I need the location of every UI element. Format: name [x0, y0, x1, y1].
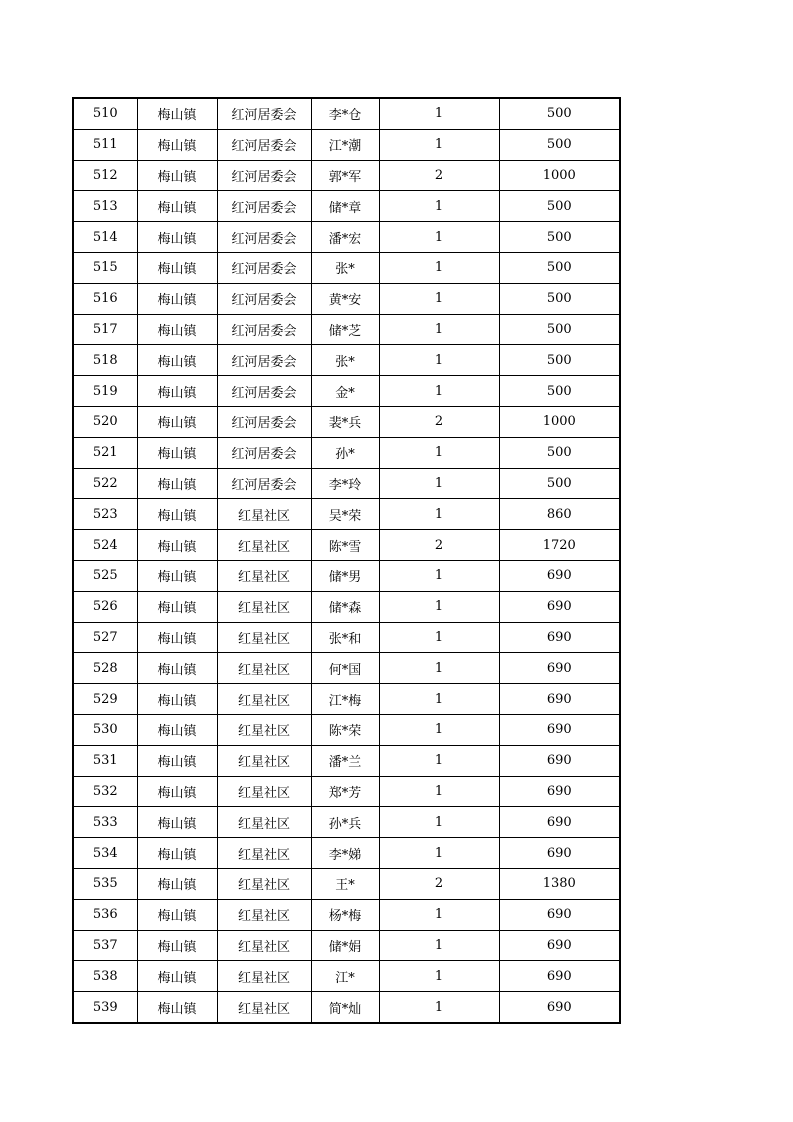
amount-cell: 690	[499, 622, 620, 653]
community-cell: 红星社区	[217, 776, 311, 807]
community-cell: 红星社区	[217, 930, 311, 961]
row-number-cell: 518	[73, 345, 137, 376]
name-cell: 王*	[311, 868, 379, 899]
count-cell: 1	[379, 222, 499, 253]
count-cell: 2	[379, 530, 499, 561]
community-cell: 红河居委会	[217, 98, 311, 129]
table-row	[73, 653, 620, 684]
table-row	[73, 314, 620, 345]
amount-cell: 500	[499, 98, 620, 129]
amount-cell: 690	[499, 560, 620, 591]
amount-cell: 1000	[499, 160, 620, 191]
count-cell: 1	[379, 314, 499, 345]
count-cell: 1	[379, 684, 499, 715]
row-number-cell: 513	[73, 191, 137, 222]
name-cell: 孙*	[311, 437, 379, 468]
count-cell: 1	[379, 560, 499, 591]
community-cell: 红河居委会	[217, 314, 311, 345]
count-cell: 2	[379, 868, 499, 899]
town-cell: 梅山镇	[137, 499, 217, 530]
name-cell: 郑*芳	[311, 776, 379, 807]
table-row	[73, 345, 620, 376]
table-row	[73, 191, 620, 222]
community-cell: 红河居委会	[217, 222, 311, 253]
community-cell: 红河居委会	[217, 160, 311, 191]
table-row	[73, 992, 620, 1023]
community-cell: 红星社区	[217, 714, 311, 745]
town-cell: 梅山镇	[137, 129, 217, 160]
community-cell: 红星社区	[217, 530, 311, 561]
row-number-cell: 526	[73, 591, 137, 622]
table-row	[73, 437, 620, 468]
count-cell: 1	[379, 776, 499, 807]
table-row	[73, 222, 620, 253]
row-number-cell: 512	[73, 160, 137, 191]
table-row	[73, 776, 620, 807]
row-number-cell: 528	[73, 653, 137, 684]
town-cell: 梅山镇	[137, 992, 217, 1023]
table-row	[73, 745, 620, 776]
amount-cell: 1720	[499, 530, 620, 561]
amount-cell: 500	[499, 129, 620, 160]
amount-cell: 1000	[499, 406, 620, 437]
town-cell: 梅山镇	[137, 222, 217, 253]
community-cell: 红河居委会	[217, 437, 311, 468]
amount-cell: 500	[499, 314, 620, 345]
town-cell: 梅山镇	[137, 560, 217, 591]
name-cell: 潘*兰	[311, 745, 379, 776]
name-cell: 储*芝	[311, 314, 379, 345]
count-cell: 1	[379, 838, 499, 869]
name-cell: 江*	[311, 961, 379, 992]
amount-cell: 690	[499, 807, 620, 838]
name-cell: 陈*雪	[311, 530, 379, 561]
amount-cell: 500	[499, 345, 620, 376]
name-cell: 裴*兵	[311, 406, 379, 437]
town-cell: 梅山镇	[137, 468, 217, 499]
town-cell: 梅山镇	[137, 838, 217, 869]
town-cell: 梅山镇	[137, 406, 217, 437]
row-number-cell: 517	[73, 314, 137, 345]
name-cell: 潘*宏	[311, 222, 379, 253]
table-row	[73, 807, 620, 838]
count-cell: 1	[379, 129, 499, 160]
table-row	[73, 160, 620, 191]
town-cell: 梅山镇	[137, 653, 217, 684]
count-cell: 1	[379, 98, 499, 129]
community-cell: 红河居委会	[217, 468, 311, 499]
town-cell: 梅山镇	[137, 868, 217, 899]
row-number-cell: 533	[73, 807, 137, 838]
count-cell: 1	[379, 376, 499, 407]
amount-cell: 690	[499, 745, 620, 776]
town-cell: 梅山镇	[137, 376, 217, 407]
row-number-cell: 537	[73, 930, 137, 961]
table-row	[73, 961, 620, 992]
table-body	[73, 98, 620, 1023]
name-cell: 李*玲	[311, 468, 379, 499]
row-number-cell: 515	[73, 252, 137, 283]
community-cell: 红星社区	[217, 684, 311, 715]
name-cell: 孙*兵	[311, 807, 379, 838]
community-cell: 红星社区	[217, 499, 311, 530]
community-cell: 红河居委会	[217, 376, 311, 407]
town-cell: 梅山镇	[137, 714, 217, 745]
name-cell: 简*灿	[311, 992, 379, 1023]
count-cell: 1	[379, 191, 499, 222]
name-cell: 储*娟	[311, 930, 379, 961]
town-cell: 梅山镇	[137, 314, 217, 345]
town-cell: 梅山镇	[137, 961, 217, 992]
count-cell: 1	[379, 714, 499, 745]
row-number-cell: 536	[73, 899, 137, 930]
community-cell: 红星社区	[217, 899, 311, 930]
table-row	[73, 252, 620, 283]
data-table	[72, 97, 621, 1024]
amount-cell: 500	[499, 283, 620, 314]
amount-cell: 690	[499, 899, 620, 930]
town-cell: 梅山镇	[137, 530, 217, 561]
name-cell: 黄*安	[311, 283, 379, 314]
town-cell: 梅山镇	[137, 930, 217, 961]
name-cell: 张*	[311, 252, 379, 283]
name-cell: 张*和	[311, 622, 379, 653]
row-number-cell: 514	[73, 222, 137, 253]
row-number-cell: 523	[73, 499, 137, 530]
town-cell: 梅山镇	[137, 776, 217, 807]
count-cell: 1	[379, 961, 499, 992]
town-cell: 梅山镇	[137, 252, 217, 283]
count-cell: 1	[379, 745, 499, 776]
row-number-cell: 534	[73, 838, 137, 869]
table-row	[73, 530, 620, 561]
name-cell: 陈*荣	[311, 714, 379, 745]
name-cell: 何*国	[311, 653, 379, 684]
row-number-cell: 520	[73, 406, 137, 437]
table-row	[73, 98, 620, 129]
name-cell: 江*梅	[311, 684, 379, 715]
town-cell: 梅山镇	[137, 591, 217, 622]
row-number-cell: 530	[73, 714, 137, 745]
community-cell: 红星社区	[217, 838, 311, 869]
community-cell: 红河居委会	[217, 345, 311, 376]
count-cell: 1	[379, 807, 499, 838]
community-cell: 红星社区	[217, 591, 311, 622]
table-row	[73, 283, 620, 314]
row-number-cell: 532	[73, 776, 137, 807]
row-number-cell: 525	[73, 560, 137, 591]
town-cell: 梅山镇	[137, 160, 217, 191]
count-cell: 1	[379, 499, 499, 530]
count-cell: 1	[379, 591, 499, 622]
amount-cell: 690	[499, 961, 620, 992]
row-number-cell: 521	[73, 437, 137, 468]
name-cell: 储*男	[311, 560, 379, 591]
community-cell: 红河居委会	[217, 129, 311, 160]
table-row	[73, 376, 620, 407]
amount-cell: 690	[499, 992, 620, 1023]
community-cell: 红星社区	[217, 560, 311, 591]
name-cell: 金*	[311, 376, 379, 407]
town-cell: 梅山镇	[137, 345, 217, 376]
count-cell: 1	[379, 468, 499, 499]
amount-cell: 1380	[499, 868, 620, 899]
table-row	[73, 129, 620, 160]
town-cell: 梅山镇	[137, 899, 217, 930]
town-cell: 梅山镇	[137, 98, 217, 129]
row-number-cell: 511	[73, 129, 137, 160]
row-number-cell: 539	[73, 992, 137, 1023]
table-row	[73, 930, 620, 961]
row-number-cell: 522	[73, 468, 137, 499]
count-cell: 1	[379, 437, 499, 468]
amount-cell: 690	[499, 776, 620, 807]
row-number-cell: 531	[73, 745, 137, 776]
table-row	[73, 714, 620, 745]
amount-cell: 500	[499, 468, 620, 499]
amount-cell: 500	[499, 191, 620, 222]
town-cell: 梅山镇	[137, 622, 217, 653]
table-row	[73, 622, 620, 653]
count-cell: 1	[379, 930, 499, 961]
count-cell: 1	[379, 345, 499, 376]
table-row	[73, 868, 620, 899]
table-row	[73, 838, 620, 869]
name-cell: 江*潮	[311, 129, 379, 160]
count-cell: 1	[379, 899, 499, 930]
row-number-cell: 524	[73, 530, 137, 561]
name-cell: 郭*军	[311, 160, 379, 191]
amount-cell: 500	[499, 252, 620, 283]
table-row	[73, 499, 620, 530]
town-cell: 梅山镇	[137, 684, 217, 715]
community-cell: 红星社区	[217, 622, 311, 653]
community-cell: 红星社区	[217, 961, 311, 992]
amount-cell: 690	[499, 591, 620, 622]
amount-cell: 690	[499, 838, 620, 869]
row-number-cell: 527	[73, 622, 137, 653]
table-row	[73, 468, 620, 499]
community-cell: 红星社区	[217, 653, 311, 684]
amount-cell: 860	[499, 499, 620, 530]
community-cell: 红河居委会	[217, 283, 311, 314]
community-cell: 红河居委会	[217, 191, 311, 222]
count-cell: 1	[379, 622, 499, 653]
amount-cell: 500	[499, 222, 620, 253]
amount-cell: 690	[499, 714, 620, 745]
community-cell: 红河居委会	[217, 252, 311, 283]
count-cell: 2	[379, 406, 499, 437]
row-number-cell: 529	[73, 684, 137, 715]
community-cell: 红星社区	[217, 868, 311, 899]
count-cell: 1	[379, 252, 499, 283]
table-row	[73, 406, 620, 437]
town-cell: 梅山镇	[137, 437, 217, 468]
town-cell: 梅山镇	[137, 191, 217, 222]
count-cell: 1	[379, 653, 499, 684]
name-cell: 李*娣	[311, 838, 379, 869]
row-number-cell: 516	[73, 283, 137, 314]
town-cell: 梅山镇	[137, 283, 217, 314]
community-cell: 红星社区	[217, 992, 311, 1023]
town-cell: 梅山镇	[137, 745, 217, 776]
amount-cell: 690	[499, 653, 620, 684]
community-cell: 红星社区	[217, 745, 311, 776]
count-cell: 1	[379, 992, 499, 1023]
name-cell: 储*森	[311, 591, 379, 622]
community-cell: 红河居委会	[217, 406, 311, 437]
row-number-cell: 510	[73, 98, 137, 129]
amount-cell: 690	[499, 684, 620, 715]
name-cell: 储*章	[311, 191, 379, 222]
count-cell: 2	[379, 160, 499, 191]
table-row	[73, 560, 620, 591]
name-cell: 吴*荣	[311, 499, 379, 530]
count-cell: 1	[379, 283, 499, 314]
table-row	[73, 899, 620, 930]
table-row	[73, 684, 620, 715]
amount-cell: 690	[499, 930, 620, 961]
table-row	[73, 591, 620, 622]
row-number-cell: 519	[73, 376, 137, 407]
name-cell: 李*仓	[311, 98, 379, 129]
community-cell: 红星社区	[217, 807, 311, 838]
row-number-cell: 538	[73, 961, 137, 992]
row-number-cell: 535	[73, 868, 137, 899]
name-cell: 张*	[311, 345, 379, 376]
amount-cell: 500	[499, 376, 620, 407]
name-cell: 杨*梅	[311, 899, 379, 930]
town-cell: 梅山镇	[137, 807, 217, 838]
amount-cell: 500	[499, 437, 620, 468]
